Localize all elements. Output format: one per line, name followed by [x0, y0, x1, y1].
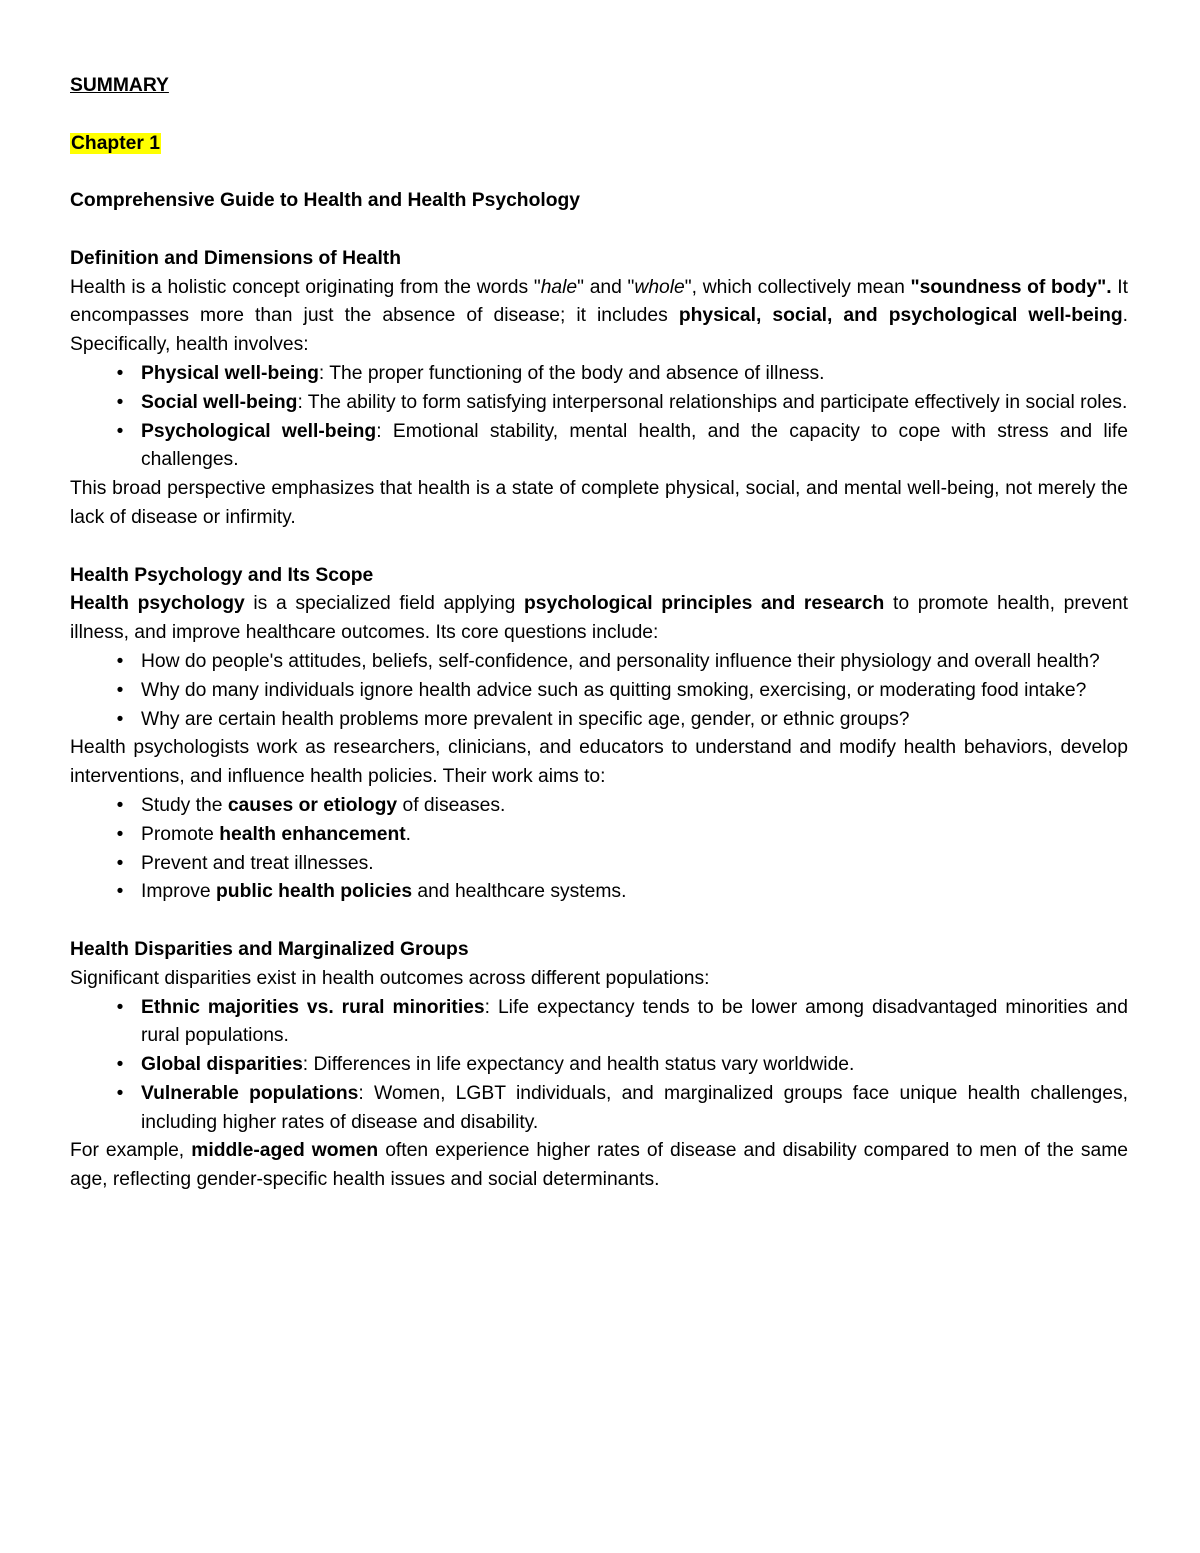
list-item	[70, 418, 1128, 476]
text-run: : Life expectancy tends to be lower among disadvantaged minorities and rural populations.	[141, 996, 1128, 1047]
bold-text: health enhancement	[219, 823, 406, 845]
bullet-icon: •	[116, 708, 124, 730]
text-run: Health psychologists work as researchers, clinicians, and educators to understand and modify health behaviors, develop interventions, and influence health policies. Their work aims to:	[70, 737, 1128, 788]
bold-text: Ethnic majorities vs. rural minorities	[141, 996, 485, 1018]
section-heading-disparities: Health Disparities and Marginalized Groups	[70, 938, 469, 960]
list-item	[70, 994, 1128, 1052]
bold-text: Physical well-being	[141, 362, 319, 384]
section-outro-disparities	[70, 1137, 1128, 1195]
list-item	[70, 792, 1128, 821]
summary-title: SUMMARY	[70, 75, 169, 96]
bold-text: Global disparities	[141, 1054, 303, 1076]
bold-text: Social well-being	[141, 391, 298, 413]
text-run: .	[405, 823, 412, 845]
spacer	[70, 216, 1128, 245]
text-run: of diseases.	[397, 794, 506, 816]
summary-title-line	[70, 72, 1128, 101]
bullet-icon: •	[116, 362, 124, 384]
bullet-icon: •	[116, 1054, 124, 1076]
bold-text: public health policies	[216, 881, 413, 903]
text-run: This broad perspective emphasizes that health is a state of complete physical, social, and mental well-being, not merely the lack of disease or infirmity.	[70, 478, 1128, 528]
bullet-icon: •	[116, 881, 124, 903]
list-item	[70, 677, 1128, 706]
bold-text: middle-aged women	[191, 1140, 379, 1162]
section-middle-health-psychology	[70, 734, 1128, 792]
bullet-icon: •	[116, 650, 124, 672]
italic-text: whole	[634, 276, 685, 298]
list-item	[70, 850, 1128, 879]
text-run: Health is a holistic concept originating from the words "	[70, 276, 541, 298]
text-run: For example,	[70, 1140, 192, 1162]
section-intro-disparities	[70, 965, 1128, 994]
spacer	[70, 533, 1128, 562]
text-run: How do people's attitudes, beliefs, self-confidence, and personality influence their physiology and overall health?	[141, 650, 1100, 672]
spacer	[70, 101, 1128, 130]
section-outro-definition	[70, 475, 1128, 533]
text-run: . Specifically, health involves:	[70, 305, 1128, 356]
text-run: : Emotional stability, mental health, and the capacity to cope with stress and life challenges.	[141, 420, 1129, 471]
bold-text: Health psychology	[70, 593, 245, 615]
text-run: : The ability to form satisfying interpersonal relationships and participate effectively in social roles.	[297, 391, 1128, 413]
text-run: ", which collectively mean	[684, 276, 911, 298]
guide-title: Comprehensive Guide to Health and Health Psychology	[70, 190, 580, 212]
text-run: Study the	[141, 794, 228, 816]
list-item	[70, 878, 1128, 907]
list-item	[70, 821, 1128, 850]
text-run: : The proper functioning of the body and absence of illness.	[318, 362, 825, 384]
bold-text: psychological principles and research	[523, 593, 885, 615]
text-run: Why do many individuals ignore health advice such as quitting smoking, exercising, or moderating food intake?	[141, 679, 1087, 701]
bold-text: Vulnerable populations	[141, 1082, 359, 1104]
bullet-icon: •	[116, 1082, 124, 1104]
spacer	[70, 158, 1128, 187]
bullet-icon: •	[116, 794, 124, 816]
text-run: is a specialized field applying	[244, 593, 524, 615]
section-intro-health-psychology	[70, 590, 1128, 648]
text-run: It encompasses more than just the absence of disease; it includes	[70, 276, 1128, 327]
italic-text: hale	[540, 276, 578, 298]
text-run: Promote	[141, 823, 220, 845]
list-item	[70, 360, 1128, 389]
bullet-list-aims	[70, 792, 1128, 907]
section-heading-definition: Definition and Dimensions of Health	[70, 247, 402, 269]
text-run: : Differences in life expectancy and health status vary worldwide.	[302, 1054, 855, 1076]
list-item	[70, 706, 1128, 735]
bold-text: "soundness of body".	[910, 276, 1112, 298]
list-item	[70, 648, 1128, 677]
text-run: Improve	[141, 881, 217, 903]
list-item	[70, 389, 1128, 418]
bullet-list-disparities	[70, 994, 1128, 1138]
bullet-icon: •	[116, 996, 124, 1018]
text-run: Prevent and treat illnesses.	[141, 852, 374, 874]
bold-text: Psychological well-being	[141, 420, 377, 442]
chapter-label: Chapter 1	[71, 132, 160, 154]
text-run: to promote health, prevent illness, and improve healthcare outcomes. Its core questions include:	[70, 593, 1128, 644]
bullet-icon: •	[116, 420, 124, 442]
text-run: often experience higher rates of disease and disability compared to men of the same age, reflecting gender-specific health issues and social determinants.	[70, 1140, 1129, 1191]
text-run: and healthcare systems.	[412, 881, 627, 903]
section-heading-health-psychology: Health Psychology and Its Scope	[70, 564, 374, 586]
section-intro-definition	[70, 274, 1128, 360]
bullet-list-core-questions	[70, 648, 1128, 734]
text-run: Significant disparities exist in health outcomes across different populations:	[70, 967, 710, 989]
text-run: " and "	[577, 276, 635, 298]
spacer	[70, 907, 1128, 936]
bullet-icon: •	[116, 679, 124, 701]
document-page	[70, 72, 1128, 1195]
list-item	[70, 1080, 1128, 1138]
bullet-icon: •	[116, 823, 124, 845]
chapter-line	[70, 130, 1128, 159]
bold-text: causes or etiology	[227, 794, 398, 816]
bullet-icon: •	[116, 391, 124, 413]
text-run: : Women, LGBT individuals, and marginalized groups face unique health challenges, including higher rates of disease and disability.	[141, 1082, 1128, 1133]
list-item	[70, 1051, 1128, 1080]
bullet-list-dimensions	[70, 360, 1128, 475]
bold-text: physical, social, and psychological well-being	[678, 305, 1123, 327]
bullet-icon: •	[116, 852, 124, 874]
text-run: Why are certain health problems more prevalent in specific age, gender, or ethnic groups?	[141, 708, 910, 730]
